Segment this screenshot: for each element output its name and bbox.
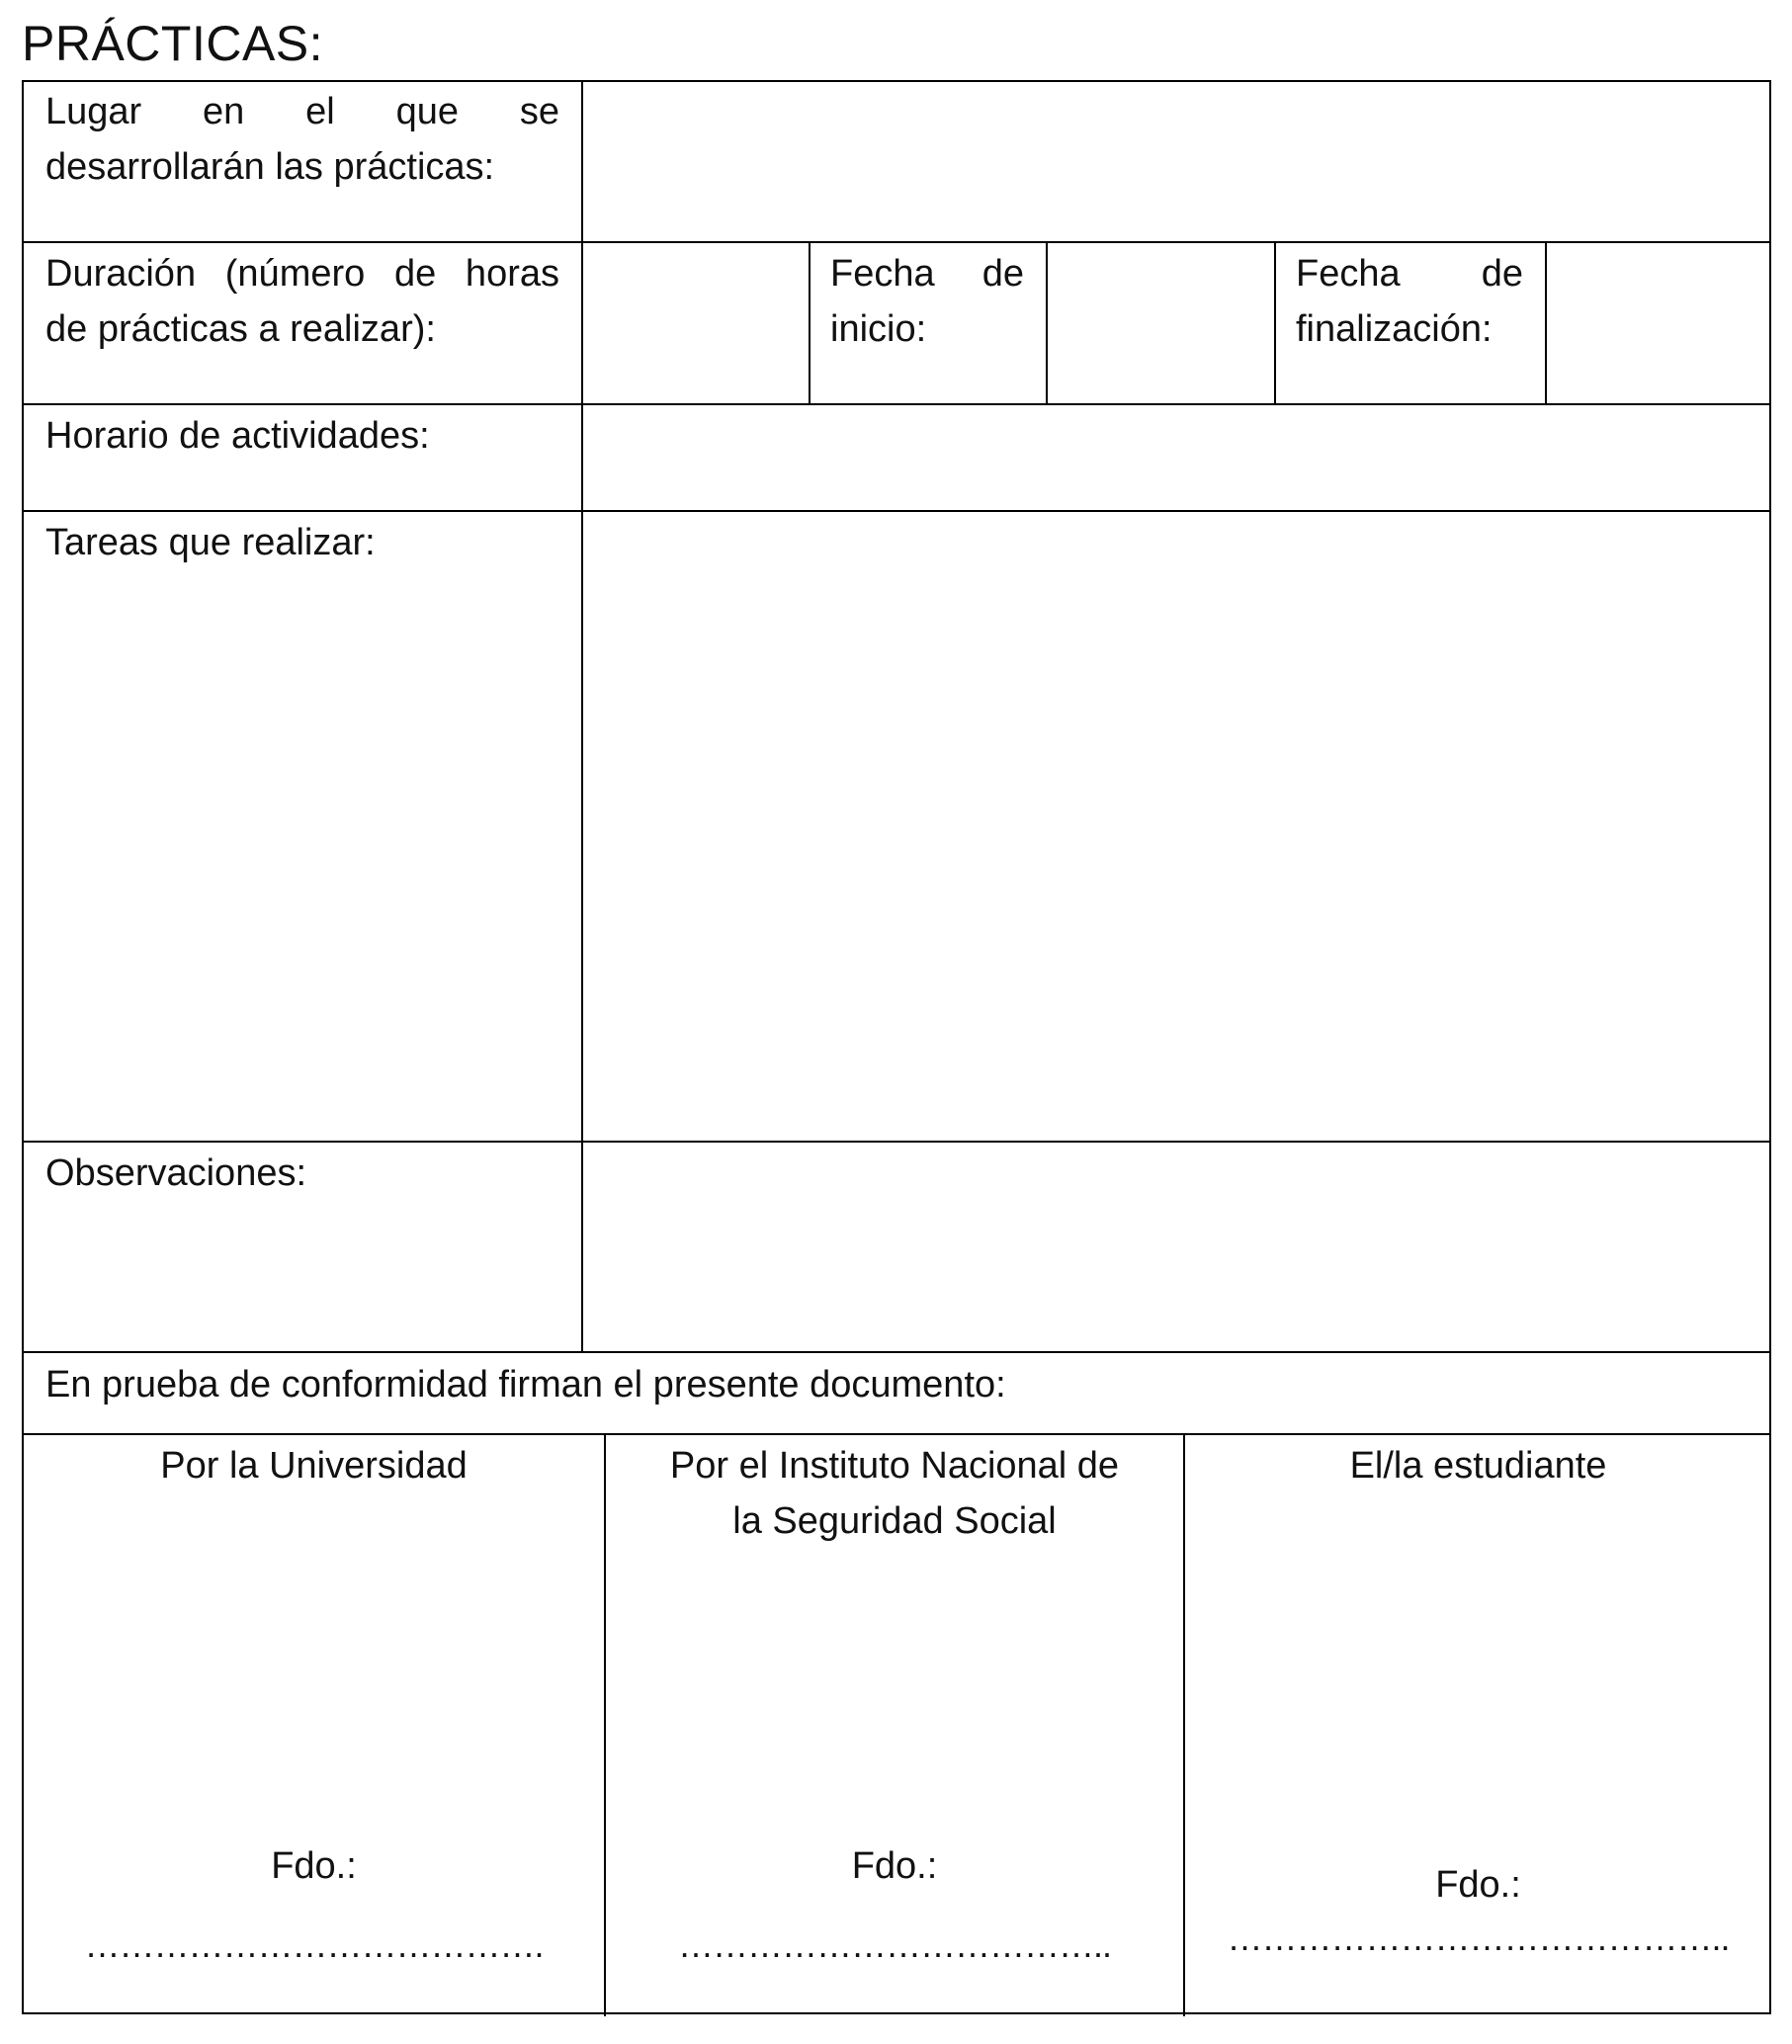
signature-universidad-fdo: Fdo.: (271, 1845, 357, 1887)
signature-inss-heading-cont: la Seguridad Social (732, 1500, 1057, 1542)
fecha-fin-label-cont: finalización: (1296, 308, 1493, 350)
fecha-inicio-label: Fecha de (830, 253, 1024, 295)
practicas-form (22, 80, 1771, 2014)
lugar-field[interactable] (583, 82, 1771, 240)
duracion-field[interactable] (583, 243, 808, 403)
observaciones-field[interactable] (583, 1143, 1771, 1351)
signature-universidad-heading: Por la Universidad (160, 1445, 468, 1487)
signature-universidad-line[interactable]: …………………………………. (84, 1925, 544, 1965)
duracion-label-cont: de prácticas a realizar): (45, 308, 436, 350)
column-divider (1274, 241, 1276, 405)
observaciones-label: Observaciones: (45, 1152, 307, 1194)
fecha-fin-field[interactable] (1547, 243, 1771, 403)
horario-label: Horario de actividades: (45, 415, 430, 457)
row-divider (24, 241, 1769, 243)
lugar-label: Lugar en el que se (45, 91, 559, 132)
fecha-fin-label: Fecha de (1296, 253, 1523, 295)
signature-inss-fdo: Fdo.: (851, 1845, 938, 1887)
tareas-label: Tareas que realizar: (45, 522, 376, 563)
lugar-label-cont: desarrollarán las prácticas: (45, 146, 495, 188)
signature-estudiante-heading: El/la estudiante (1349, 1445, 1607, 1487)
tareas-field[interactable] (583, 512, 1771, 1141)
horario-field[interactable] (583, 405, 1771, 510)
signature-estudiante-line[interactable]: …………………………………….. (1227, 1918, 1730, 1958)
page-title: PRÁCTICAS: (22, 16, 324, 71)
column-divider (809, 241, 811, 405)
row-divider (24, 1433, 1769, 1435)
conformidad-text: En prueba de conformidad firman el presente documento: (45, 1364, 1006, 1405)
duracion-label: Duración (número de horas (45, 253, 559, 295)
row-divider (24, 1351, 1769, 1353)
signature-inss-heading: Por el Instituto Nacional de (669, 1445, 1120, 1487)
signature-inss-line[interactable]: ……………………………….. (677, 1925, 1111, 1965)
signature-estudiante-fdo: Fdo.: (1435, 1864, 1521, 1906)
fecha-inicio-label-cont: inicio: (830, 308, 927, 350)
fecha-inicio-field[interactable] (1048, 243, 1273, 403)
